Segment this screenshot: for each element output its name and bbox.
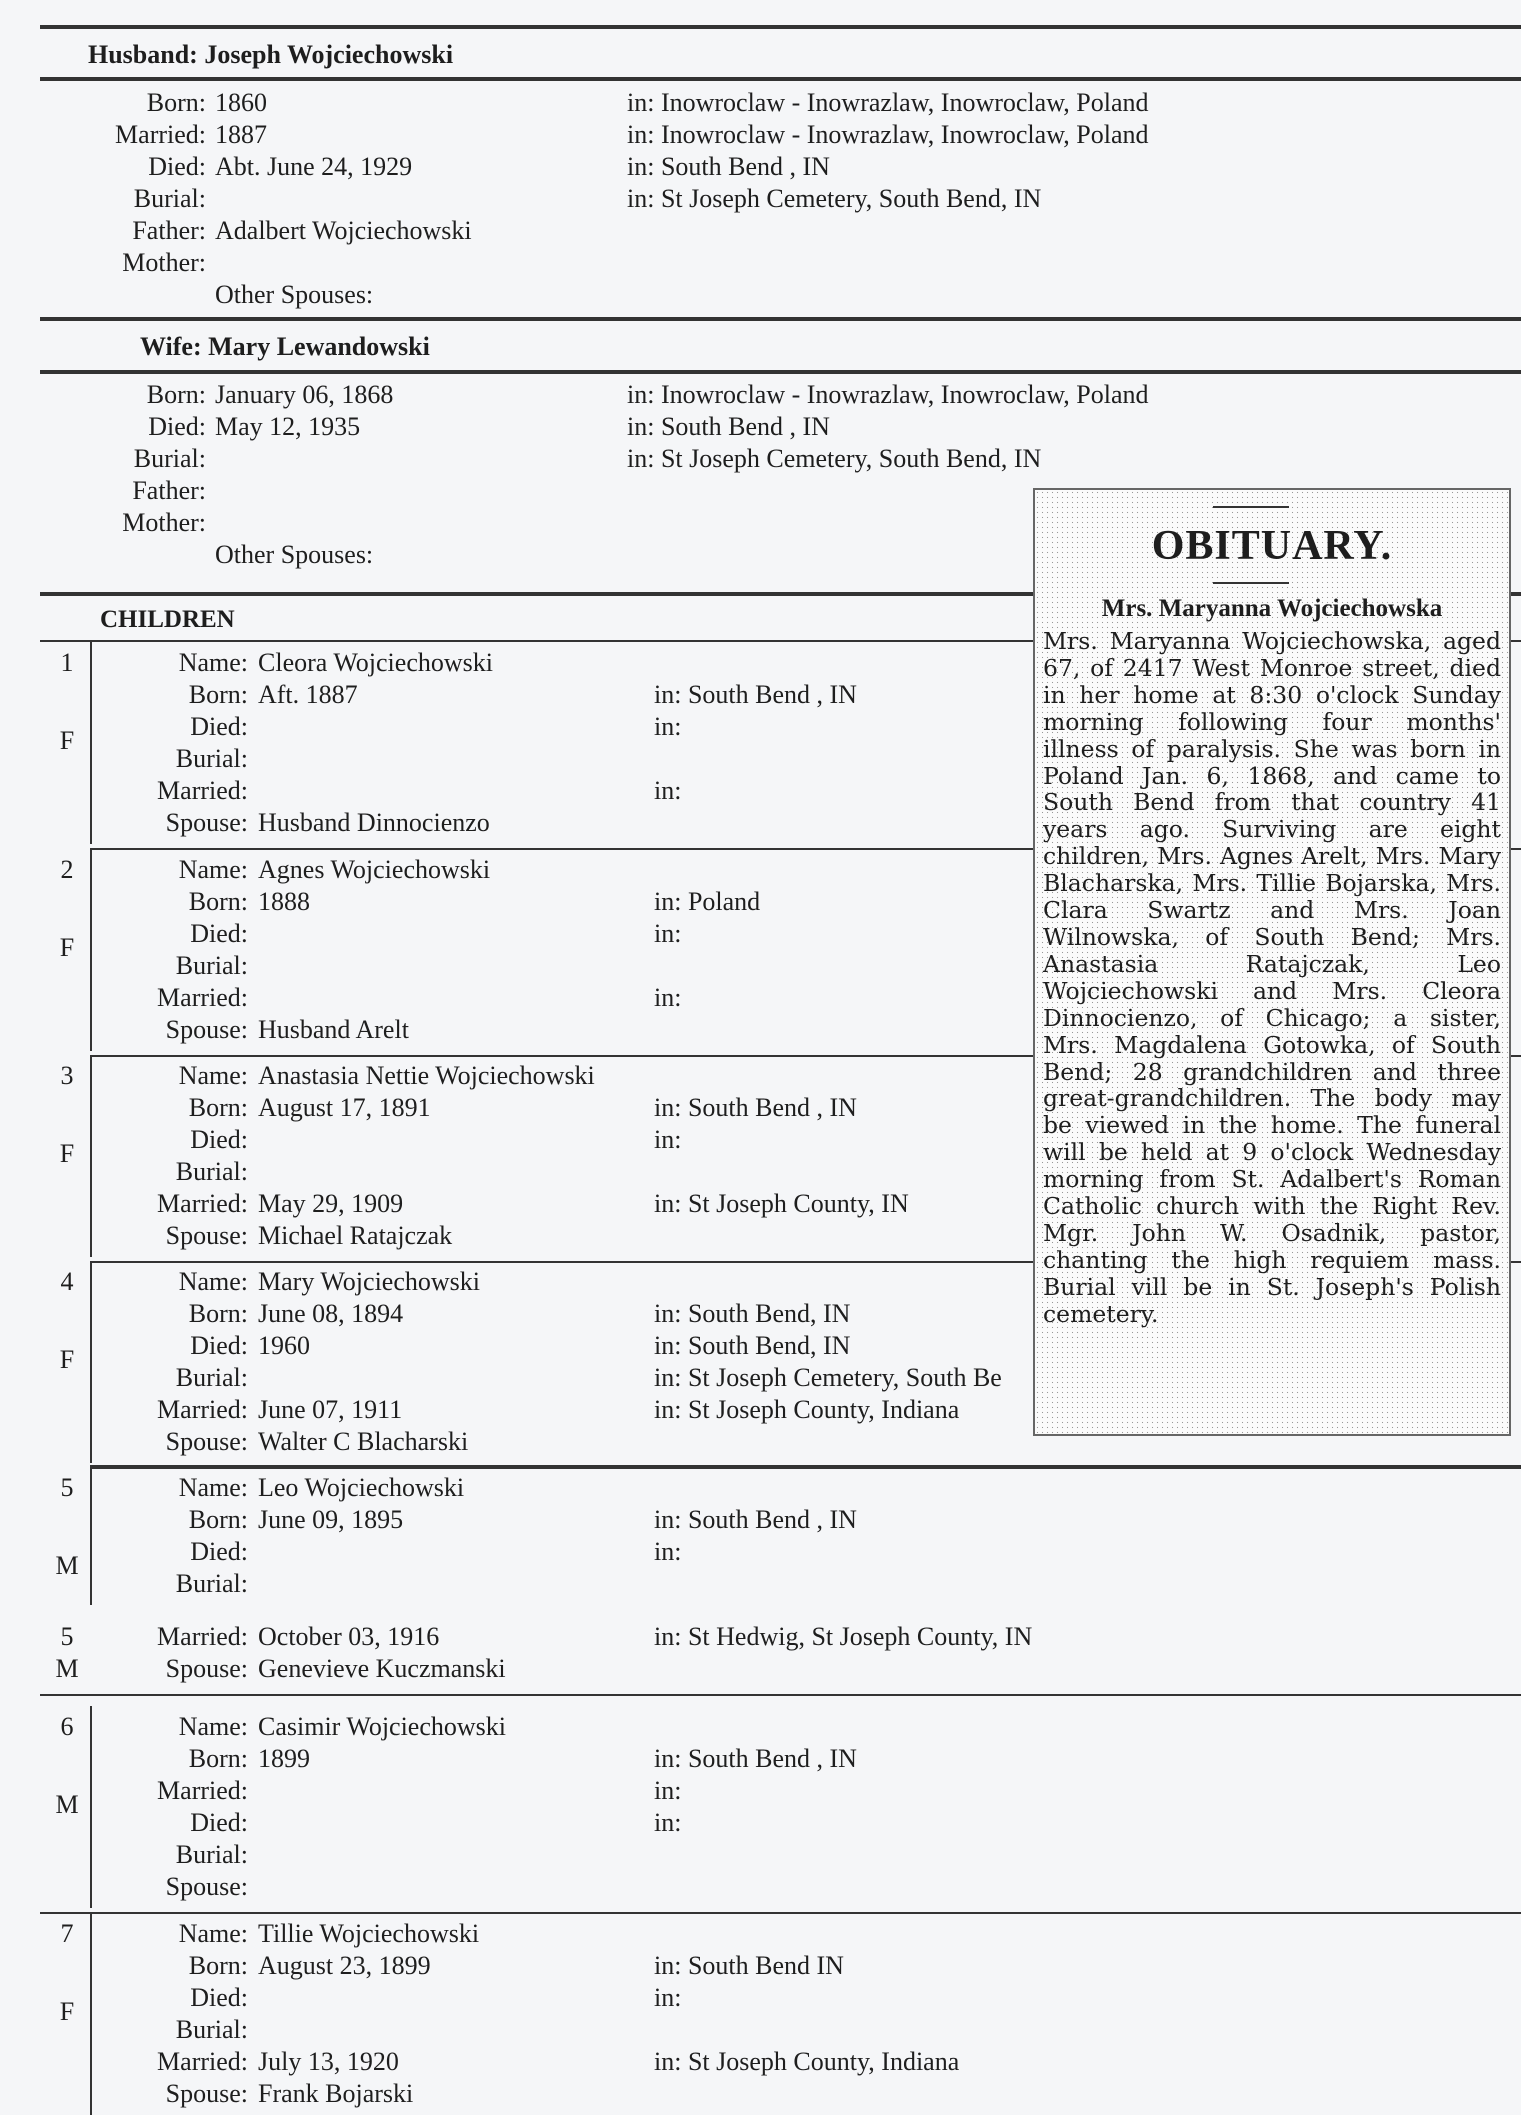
children.1.rows-place: in: [654,983,682,1012]
husband.rows-value: 1860 [215,88,267,117]
children.7.rows-value: Tillie Wojciechowski [258,1919,480,1948]
children.0.rows-place: in: South Bend , IN [654,680,857,709]
child-sex: M [55,1790,79,1819]
children.2.rows-label: Spouse: [165,1221,248,1250]
children.1.rows-label: Died: [190,919,248,948]
children.0.rows-label: Died: [190,712,248,741]
husband-header: Husband: Joseph Wojciechowski [88,40,454,69]
wife-header: Wife: Mary Lewandowski [140,332,430,361]
children.1.rows-value: Agnes Wojciechowski [258,855,491,884]
children.3.rows-value: June 08, 1894 [258,1299,404,1328]
child-rule [90,1467,1521,1469]
top-rule [40,25,1521,29]
children.7.rows-label: Burial: [175,2015,248,2044]
wife.rows-label: Born: [146,380,206,409]
husband.rows-label: Born: [146,88,206,117]
children.3.rows-place: in: South Bend, IN [654,1331,851,1360]
children.7.rows-label: Married: [157,2047,248,2076]
children.0.rows-label: Name: [178,648,248,677]
children.7.rows-value: Frank Bojarski [258,2079,414,2108]
husband.rows-label: Burial: [133,184,206,213]
child-sex: F [59,1997,75,2026]
wife.rows-label: Burial: [133,444,206,473]
wife.rows-label: Father: [132,476,206,505]
husband.rows-label: Mother: [122,248,206,277]
children.2.rows-value: May 29, 1909 [258,1189,404,1218]
children.6.rows-value: Casimir Wojciechowski [258,1712,507,1741]
children.2.rows-label: Burial: [175,1157,248,1186]
obituary-rule [1213,582,1289,584]
children.0.rows-label: Born: [188,680,248,709]
children.4.rows-place: in: [654,1537,682,1566]
children.6.rows-label: Born: [188,1744,248,1773]
child-sex: M [55,1654,79,1683]
children.1.rows-label: Spouse: [165,1015,248,1044]
husband.rows-value: Adalbert Wojciechowski [215,216,472,245]
children.0.rows-value: Cleora Wojciechowski [258,648,493,677]
children.6.rows-label: Name: [178,1712,248,1741]
husband.rows-place: in: St Joseph Cemetery, South Bend, IN [627,184,1042,213]
children.0.rows-value: Aft. 1887 [258,680,358,709]
children.5.rows-value: October 03, 1916 [258,1622,440,1651]
children.4.rows-value: Leo Wojciechowski [258,1473,465,1502]
obituary-subtitle: Mrs. Maryanna Wojciechowska [1101,595,1443,622]
husband.rows-label: Died: [148,152,206,181]
husband.rows-place: in: South Bend , IN [627,152,830,181]
husband-other-spouses: Other Spouses: [215,280,374,309]
children.3.rows-place: in: St Joseph County, Indiana [654,1395,960,1424]
children.3.rows-label: Died: [190,1331,248,1360]
husband.rows-label: Father: [132,216,206,245]
children.4.rows-label: Name: [178,1473,248,1502]
child-rule [40,1912,1521,1914]
child-sex: M [55,1551,79,1580]
children.1.rows-label: Married: [157,983,248,1012]
children.1.rows-place: in: [654,919,682,948]
children.2.rows-label: Born: [188,1093,248,1122]
children.6.rows-label: Died: [190,1808,248,1837]
child-sex: F [59,1345,75,1374]
children.1.rows-label: Born: [188,887,248,916]
child-number: 1 [60,648,74,677]
children.3.rows-label: Name: [178,1267,248,1296]
wife-top-rule [40,317,1521,321]
children.7.rows-place: in: [654,1983,682,2012]
children.5.rows-place: in: St Hedwig, St Joseph County, IN [654,1622,1033,1651]
children.2.rows-place: in: South Bend , IN [654,1093,857,1122]
child-sex: F [59,726,75,755]
children.6.rows-label: Married: [157,1776,248,1805]
wife.rows-value: January 06, 1868 [215,380,394,409]
child-number: 5 [60,1473,74,1502]
husband.rows-place: in: Inowroclaw - Inowrazlaw, Inowroclaw, Poland [627,88,1149,117]
wife.rows-value: May 12, 1935 [215,412,361,441]
children.3.rows-label: Born: [188,1299,248,1328]
obituary-title: OBITUARY. [1151,523,1393,569]
husband.rows-place: in: Inowroclaw - Inowrazlaw, Inowroclaw, Poland [627,120,1149,149]
children.2.rows-value: Michael Ratajczak [258,1221,453,1250]
obituary-body: Mrs. Maryanna Wojciechowska, aged 67, of 2417 West Monroe street, died in her home at 8:30 o'clock Sunday morning following four months' illness of paralysis. She was born in Poland Jan. 6, 1868, and came to South Bend from that country 41 years ago. Surviving are eight children, Mrs. Agnes Arelt, Mrs. Mary Blacharska, Mrs. Tillie Bojarska, Mrs. Clara Swartz and Mrs. Joan Wilnowska, of South Bend; Mrs. Anastasia Ratajczak, Leo Wojciechowski and Mrs. Cleora Dinnocienzo, of Chicago; a sister, Mrs. Magdalena Gotowka, of South Bend; 28 grandchildren and three great-grandchildren. The body may be viewed in the home. The funeral will be held at 9 o'clock Wednesday morning from St. Adalbert's Roman Catholic church with the Right Rev. Mgr. John W. Osadnik, pastor, chanting the high requiem mass. Burial vill be in St. Joseph's Polish cemetery. [1043,627,1501,1328]
children.1.rows-value: Husband Arelt [258,1015,409,1044]
children.2.rows-place: in: [654,1125,682,1154]
children.0.rows-place: in: [654,776,682,805]
children.4.rows-value: June 09, 1895 [258,1505,404,1534]
children.3.rows-value: 1960 [258,1331,310,1360]
children.3.rows-place: in: St Joseph Cemetery, South Be [654,1363,1002,1392]
children.0.rows-label: Married: [157,776,248,805]
child-number: 6 [60,1712,74,1741]
children.7.rows-value: July 13, 1920 [258,2047,399,2076]
husband-rule [40,77,1521,81]
children.4.rows-label: Died: [190,1537,248,1566]
child-number: 2 [60,855,74,884]
children.1.rows-value: 1888 [258,887,310,916]
children.3.rows-value: Walter C Blacharski [258,1427,469,1456]
husband.rows-value: 1887 [215,120,267,149]
children.7.rows-label: Spouse: [165,2079,248,2108]
wife.rows-label: Died: [148,412,206,441]
children.6.rows-place: in: South Bend , IN [654,1744,857,1773]
child-rule [90,1465,1521,1467]
child-number: 4 [60,1267,74,1296]
children.5.rows-value: Genevieve Kuczmanski [258,1654,506,1683]
children.3.rows-label: Spouse: [165,1427,248,1456]
children.4.rows-label: Born: [188,1505,248,1534]
children.0.rows-place: in: [654,712,682,741]
children.2.rows-label: Died: [190,1125,248,1154]
children.0.rows-label: Spouse: [165,808,248,837]
children.3.rows-value: June 07, 1911 [258,1395,403,1424]
obituary-rule [1213,506,1289,508]
obituary-clipping [1033,488,1511,1436]
wife-other-spouses: Other Spouses: [215,540,374,569]
children.4.rows-place: in: South Bend , IN [654,1505,857,1534]
wife.rows-place: in: South Bend , IN [627,412,830,441]
children.2.rows-value: Anastasia Nettie Wojciechowski [258,1061,595,1090]
children.1.rows-label: Burial: [175,951,248,980]
children.7.rows-label: Name: [178,1919,248,1948]
children.7.rows-label: Died: [190,1983,248,2012]
husband.rows-label: Married: [115,120,206,149]
children.6.rows-label: Spouse: [165,1872,248,1901]
children.7.rows-place: in: South Bend IN [654,1951,844,1980]
children.3.rows-label: Burial: [175,1363,248,1392]
children.6.rows-value: 1899 [258,1744,310,1773]
children.0.rows-label: Burial: [175,744,248,773]
children.1.rows-label: Name: [178,855,248,884]
children.3.rows-place: in: South Bend, IN [654,1299,851,1328]
wife-rule [40,370,1521,374]
children.3.rows-label: Married: [157,1395,248,1424]
children-header: CHILDREN [100,606,235,633]
husband.rows-value: Abt. June 24, 1929 [215,152,413,181]
child-sex: F [59,933,75,962]
wife.rows-label: Mother: [122,508,206,537]
children.7.rows-value: August 23, 1899 [258,1951,431,1980]
children.2.rows-label: Married: [157,1189,248,1218]
children.7.rows-label: Born: [188,1951,248,1980]
child-rule [40,1694,1521,1696]
children.2.rows-label: Name: [178,1061,248,1090]
children.0.rows-value: Husband Dinnocienzo [258,808,490,837]
child-number: 3 [60,1061,74,1090]
child-sex: F [59,1139,75,1168]
children.6.rows-place: in: [654,1808,682,1837]
children.6.rows-label: Burial: [175,1840,248,1869]
child-number: 7 [60,1919,74,1948]
children.4.rows-label: Burial: [175,1569,248,1598]
children.1.rows-place: in: Poland [654,887,761,916]
children.3.rows-value: Mary Wojciechowski [258,1267,480,1296]
child-number: 5 [60,1622,74,1651]
children.2.rows-place: in: St Joseph County, IN [654,1189,909,1218]
wife.rows-place: in: St Joseph Cemetery, South Bend, IN [627,444,1042,473]
wife.rows-place: in: Inowroclaw - Inowrazlaw, Inowroclaw, Poland [627,380,1149,409]
children.6.rows-place: in: [654,1776,682,1805]
children.7.rows-place: in: St Joseph County, Indiana [654,2047,960,2076]
children.5.rows-label: Married: [157,1622,248,1651]
children.5.rows-label: Spouse: [165,1654,248,1683]
children.2.rows-value: August 17, 1891 [258,1093,431,1122]
